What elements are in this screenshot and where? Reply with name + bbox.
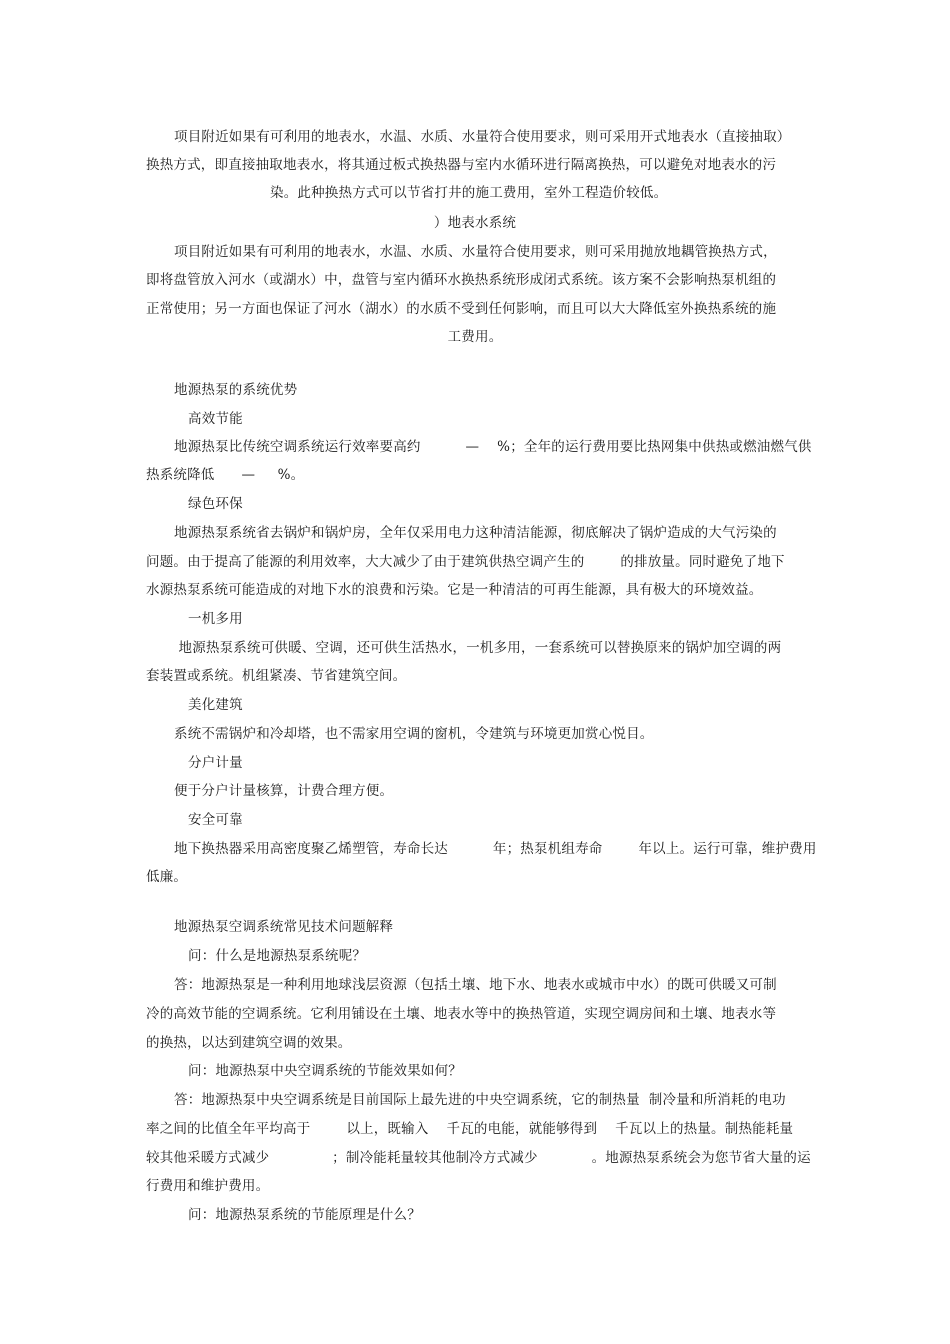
subsection-heading: 绿色环保 — [188, 496, 243, 512]
subsection-heading: 一机多用 — [188, 611, 243, 627]
subsection-heading: 美化建筑 — [188, 697, 243, 713]
faq-answer-line: 答：地源热泵是一种利用地球浅层资源（包括土壤、地下水、地表水或城市中水）的既可供暖又可制 — [174, 977, 777, 993]
faq-question: 问：地源热泵系统的节能原理是什么？ — [188, 1207, 421, 1223]
paragraph-line: 便于分户计量核算，计费合理方便。 — [174, 783, 394, 799]
paragraph-line: 换热方式，即直接抽取地表水，将其通过板式换热器与室内水循环进行隔离换热，可以避免对地表水的污 — [146, 157, 777, 173]
faq-question: 问：地源热泵中央空调系统的节能效果如何？ — [188, 1063, 462, 1079]
paragraph-line: 系统不需锅炉和冷却塔，也不需家用空调的窗机，令建筑与环境更加赏心悦目。 — [174, 726, 654, 742]
paragraph-line: 地源热泵比传统空调系统运行效率要高约 — %；全年的运行费用要比热网集中供热或燃油燃气供 — [174, 439, 812, 455]
paragraph-line: 项目附近如果有可利用的地表水，水温、水质、水量符合使用要求，则可采用开式地表水（直接抽取） — [174, 129, 791, 145]
paragraph-line: 低廉。 — [146, 869, 188, 885]
faq-answer-line: 率之间的比值全年平均高于 以上，既输入 千瓦的电能，就能够得到 千瓦以上的热量。制热能耗量 — [146, 1121, 794, 1137]
paragraph-line: 地源热泵系统省去锅炉和锅炉房，全年仅采用电力这种清洁能源，彻底解决了锅炉造成的大气污染的 — [174, 525, 777, 541]
paragraph-line: 套装置或系统。机组紧凑、节省建筑空间。 — [146, 668, 407, 684]
section-heading: ）地表水系统 — [433, 215, 517, 231]
paragraph-line: 即将盘管放入河水（或湖水）中，盘管与室内循环水换热系统形成闭式系统。该方案不会影响热泵机组的 — [146, 272, 777, 288]
faq-answer-line: 的换热，以达到建筑空调的效果。 — [146, 1035, 352, 1051]
section-title: 地源热泵的系统优势 — [174, 382, 298, 398]
paragraph-line: 染。此种换热方式可以节省打井的施工费用，室外工程造价较低。 — [270, 185, 668, 201]
subsection-heading: 高效节能 — [188, 411, 243, 427]
paragraph-line: 地下换热器采用高密度聚乙烯塑管，寿命长达 年；热泵机组寿命 年以上。运行可靠，维护费用 — [174, 841, 817, 857]
faq-answer-line: 答：地源热泵中央空调系统是目前国际上最先进的中央空调系统，它的制热量 制冷量和所消耗的电功 — [174, 1092, 786, 1108]
paragraph-line: 正常使用；另一方面也保证了河水（湖水）的水质不受到任何影响，而且可以大大降低室外换热系统的施 — [146, 301, 777, 317]
section-title: 地源热泵空调系统常见技术问题解释 — [174, 919, 394, 935]
paragraph-line: 地源热泵系统可供暖、空调，还可供生活热水，一机多用，一套系统可以替换原来的锅炉加空调的两 — [174, 640, 782, 656]
faq-question: 问：什么是地源热泵系统呢？ — [188, 948, 367, 964]
paragraph-line: 热系统降低 — %。 — [146, 467, 305, 483]
paragraph-line: 水源热泵系统可能造成的对地下水的浪费和污染。它是一种清洁的可再生能源，具有极大的环境效益。 — [146, 582, 763, 598]
faq-answer-line: 较其他采暖方式减少 ；制冷能耗量较其他制冷方式减少 。地源热泵系统会为您节省大量的运 — [146, 1150, 811, 1166]
paragraph-line: 工费用。 — [447, 329, 503, 345]
paragraph-line: 项目附近如果有可利用的地表水，水温、水质、水量符合使用要求，则可采用抛放地耦管换热方式， — [174, 244, 777, 260]
paragraph-line: 问题。由于提高了能源的利用效率，大大减少了由于建筑供热空调产生的 的排放量。同时避免了地下 — [146, 554, 785, 570]
faq-answer-line: 行费用和维护费用。 — [146, 1178, 270, 1194]
subsection-heading: 安全可靠 — [188, 812, 243, 828]
subsection-heading: 分户计量 — [188, 755, 243, 771]
faq-answer-line: 冷的高效节能的空调系统。它利用铺设在土壤、地表水等中的换热管道，实现空调房间和土壤、地表水等 — [146, 1006, 777, 1022]
